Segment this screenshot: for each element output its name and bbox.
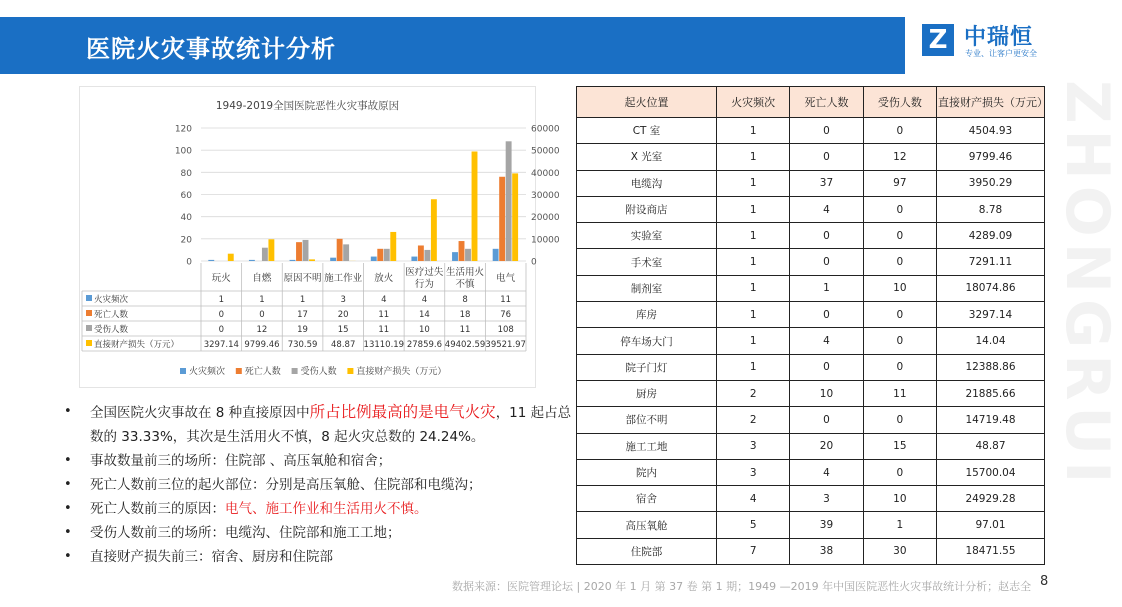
table-series-name: 受伤人数 — [94, 325, 129, 335]
table-cell: 1 — [790, 275, 863, 301]
bullet-text: 全国医院火灾事故在 8 种直接原因中 — [90, 405, 310, 421]
table-cell: 14.04 — [937, 328, 1045, 354]
table-cell: 院内 — [577, 459, 717, 485]
legend-swatch — [236, 368, 242, 374]
legend-label: 受伤人数 — [300, 367, 337, 377]
table-cell: 住院部 — [577, 538, 717, 564]
bar-1 — [208, 260, 214, 261]
table-row — [577, 275, 1045, 301]
table-row — [577, 459, 1045, 485]
bar-4 — [228, 254, 234, 261]
bullet-text: 事故数量前三的场所：住院部 、高压氧舱和宿舍； — [90, 453, 392, 469]
table-cell: 0 — [863, 302, 936, 328]
bar-1 — [493, 249, 499, 261]
table-cell: 宿舍 — [577, 486, 717, 512]
table-cell: 1 — [717, 170, 790, 196]
table-cell: 3950.29 — [937, 170, 1045, 196]
table-cell: 7291.11 — [937, 249, 1045, 275]
data-label: 3 — [340, 295, 346, 305]
bullet-text: 直接财产损失前三：宿舍、厨房和住院部 — [90, 549, 333, 565]
y-right-tick-label: 10000 — [531, 235, 560, 246]
table-row — [577, 328, 1045, 354]
table-cell: 14719.48 — [937, 407, 1045, 433]
legend-label: 死亡人数 — [244, 367, 281, 377]
data-label: 49402.59 — [444, 340, 486, 350]
table-cell: 1 — [717, 249, 790, 275]
data-label: 12 — [256, 325, 268, 335]
data-label: 8 — [462, 295, 468, 305]
table-row — [577, 380, 1045, 406]
bar-1 — [411, 257, 417, 261]
x-tick-label: 医疗过失 — [405, 267, 444, 278]
bar-2 — [337, 239, 343, 261]
bar-1 — [330, 258, 336, 261]
data-label: 0 — [218, 310, 225, 320]
bullet-text: 死亡人数前三位的起火部位：分别是高压氧舱、住院部和电缆沟； — [90, 477, 482, 493]
table-header-cell: 死亡人数 — [790, 87, 863, 118]
table-cell: 3297.14 — [937, 302, 1045, 328]
data-label: 3297.14 — [203, 340, 239, 350]
table-cell: 1 — [863, 512, 936, 538]
x-tick-label: 原因不明 — [283, 273, 322, 284]
legend-swatch — [86, 325, 92, 331]
bullet-dot-icon: • — [64, 501, 72, 516]
data-label: 1 — [259, 295, 265, 305]
data-label: 27859.6 — [406, 340, 443, 350]
data-label: 19 — [297, 325, 308, 335]
table-cell: 附设商店 — [577, 196, 717, 222]
y-right-tick-label: 40000 — [531, 168, 560, 179]
data-label: 1 — [218, 295, 225, 305]
table-cell: 12 — [863, 144, 936, 170]
table-cell: 库房 — [577, 302, 717, 328]
title-band — [0, 17, 905, 74]
y-left-tick-label: 100 — [174, 146, 192, 157]
legend-swatch — [347, 368, 353, 374]
data-label: 0 — [259, 310, 265, 320]
watermark: ZHONGRUI — [1052, 80, 1122, 490]
bullet-dot-icon: • — [64, 549, 72, 564]
legend-label: 火灾频次 — [189, 367, 226, 377]
data-label: 4 — [421, 295, 428, 305]
x-tick-label: 玩火 — [211, 273, 231, 284]
data-label: 0 — [218, 325, 225, 335]
chart-panel — [79, 86, 560, 388]
bullet-dot-icon: • — [64, 525, 72, 540]
data-table — [576, 86, 1048, 565]
header — [0, 0, 1080, 78]
table-row — [577, 196, 1045, 222]
table-cell: 9799.46 — [937, 144, 1045, 170]
table-cell: 1 — [717, 118, 790, 144]
table-cell: 0 — [790, 249, 863, 275]
table-cell: 施工工地 — [577, 433, 717, 459]
table-cell: 1 — [717, 275, 790, 301]
bullet-list — [64, 400, 584, 569]
logo — [922, 24, 1072, 60]
table-row — [577, 433, 1045, 459]
table-row — [577, 302, 1045, 328]
table-cell: 院子门灯 — [577, 354, 717, 380]
logo-mark-icon: Z — [922, 24, 954, 56]
bullet-text: 所占比例最高的是电气火灾 — [309, 403, 496, 421]
page-number: 8 — [1040, 574, 1049, 589]
table-cell: 21885.66 — [937, 380, 1045, 406]
table-row — [577, 512, 1045, 538]
table-cell: 7 — [717, 538, 790, 564]
data-label: 11 — [500, 295, 512, 305]
footer-source: 数据来源：医院管理论坛 | 2020 年 1 月 第 37 卷 第 1 期；1949 —2019 年中国医院恶性火灾事故统计分析；赵志全 — [452, 580, 1032, 593]
bar-2 — [418, 245, 424, 261]
x-tick-label: 生活用火 — [446, 267, 485, 278]
data-label: 76 — [500, 310, 512, 320]
table-cell: 20 — [790, 433, 863, 459]
table-cell: 1 — [717, 223, 790, 249]
bar-1 — [249, 260, 255, 261]
y-right-tick-label: 30000 — [531, 191, 560, 201]
table-cell: 2 — [717, 407, 790, 433]
legend-swatch — [180, 368, 186, 374]
bullet-item — [64, 449, 584, 473]
table-cell: 18471.55 — [937, 538, 1045, 564]
y-right-tick-label: 50000 — [531, 146, 560, 157]
x-tick-label: 行为 — [414, 279, 434, 290]
data-label: 48.87 — [331, 340, 356, 350]
table-cell: 0 — [790, 407, 863, 433]
bullet-text: 死亡人数前三的原因： — [90, 501, 225, 517]
x-tick-label: 自燃 — [252, 273, 272, 284]
table-header-cell: 受伤人数 — [863, 87, 936, 118]
table-cell: 0 — [863, 328, 936, 354]
table-cell: 1 — [717, 302, 790, 328]
data-label: 10 — [419, 325, 430, 335]
table-body — [577, 118, 1045, 565]
bullet-item — [64, 521, 584, 545]
table-cell: 电缆沟 — [577, 170, 717, 196]
table-cell: 制剂室 — [577, 275, 717, 301]
table-row — [577, 486, 1045, 512]
y-left-tick-label: 60 — [180, 191, 192, 201]
table-cell: 0 — [863, 459, 936, 485]
table-cell: 3 — [790, 486, 863, 512]
bar-1 — [452, 252, 458, 261]
table-cell: 0 — [790, 302, 863, 328]
bullet-text: 电气、施工作业和生活用火不慎。 — [225, 501, 428, 517]
data-label: 11 — [459, 325, 471, 335]
table-cell: 实验室 — [577, 223, 717, 249]
data-label: 15 — [337, 325, 349, 335]
bullet-item — [64, 497, 584, 521]
data-label: 730.59 — [287, 340, 318, 350]
y-right-tick-label: 60000 — [531, 124, 560, 135]
table-cell: 0 — [863, 118, 936, 144]
data-label: 4 — [381, 295, 387, 305]
bar-3 — [424, 250, 430, 261]
bar-1 — [371, 257, 377, 261]
table-cell: 1 — [717, 354, 790, 380]
y-left-tick-label: 120 — [174, 124, 192, 135]
data-label: 17 — [297, 310, 308, 320]
y-left-tick-label: 40 — [180, 213, 192, 224]
y-left-tick-label: 20 — [180, 235, 192, 246]
bar-2 — [459, 241, 465, 261]
table-cell: 0 — [863, 223, 936, 249]
table-cell: 0 — [863, 249, 936, 275]
bar-3 — [262, 248, 268, 261]
table-cell: 0 — [790, 144, 863, 170]
table-cell: 0 — [790, 118, 863, 144]
table-cell: 2 — [717, 380, 790, 406]
table-cell: 4 — [790, 459, 863, 485]
table-series-name: 死亡人数 — [94, 310, 129, 320]
table-cell: 1 — [717, 328, 790, 354]
bullet-text: ，11 起占总数的 33.33%，其次是生活用火不慎，8 起火灾总数的 24.24%。 — [90, 405, 572, 445]
legend-swatch — [86, 340, 92, 346]
table-cell: 10 — [863, 275, 936, 301]
table-cell: 12388.86 — [937, 354, 1045, 380]
bar-3 — [465, 249, 471, 261]
bar-3 — [343, 244, 349, 261]
y-left-tick-label: 0 — [186, 257, 192, 268]
bullet-dot-icon: • — [64, 404, 72, 419]
table-cell: 1 — [717, 144, 790, 170]
page-title: 医院火灾事故统计分析 — [86, 35, 336, 63]
table-cell: 39 — [790, 512, 863, 538]
table-cell: 4 — [790, 196, 863, 222]
y-right-tick-label: 0 — [531, 257, 537, 268]
table-cell: 0 — [790, 354, 863, 380]
table-cell: 高压氧舱 — [577, 512, 717, 538]
table-cell: 4289.09 — [937, 223, 1045, 249]
table-row — [577, 407, 1045, 433]
table-cell: 48.87 — [937, 433, 1045, 459]
bullet-text: 受伤人数前三的场所：电缆沟、住院部和施工工地； — [90, 525, 401, 541]
table-header-cell: 火灾频次 — [717, 87, 790, 118]
data-label: 20 — [337, 310, 349, 320]
table-cell: 0 — [863, 196, 936, 222]
table-cell: 4 — [790, 328, 863, 354]
bullet-item — [64, 400, 584, 449]
data-label: 11 — [378, 325, 390, 335]
y-right-tick-label: 20000 — [531, 213, 560, 224]
table-cell: 部位不明 — [577, 407, 717, 433]
chart — [80, 87, 560, 387]
table-cell: 4 — [717, 486, 790, 512]
data-label: 39521.97 — [485, 340, 526, 350]
data-label: 1 — [299, 295, 306, 305]
table-cell: 1 — [717, 196, 790, 222]
bar-2 — [296, 242, 302, 261]
bar-4 — [268, 239, 274, 261]
logo-name: 中瑞恒 — [964, 25, 1034, 50]
table-cell: 0 — [863, 407, 936, 433]
table-cell: 3 — [717, 433, 790, 459]
x-tick-label: 电气 — [496, 273, 516, 284]
table-cell: 97.01 — [937, 512, 1045, 538]
legend-swatch — [86, 310, 92, 316]
chart-title: 1949-2019全国医院恶性火灾事故原因 — [215, 100, 400, 112]
bullet-item — [64, 473, 584, 497]
legend-swatch — [292, 368, 298, 374]
table-cell: 24929.28 — [937, 486, 1045, 512]
data-label: 108 — [497, 325, 514, 335]
bullet-dot-icon: • — [64, 477, 72, 492]
table-cell: 10 — [790, 380, 863, 406]
data-label: 14 — [419, 310, 430, 320]
table-cell: 4504.93 — [937, 118, 1045, 144]
bullet-item — [64, 545, 584, 569]
table-cell: 37 — [790, 170, 863, 196]
table-cell: 15700.04 — [937, 459, 1045, 485]
data-label: 18 — [459, 310, 471, 320]
table-cell: 停车场大门 — [577, 328, 717, 354]
table-series-name: 火灾频次 — [94, 295, 129, 305]
table-cell: 97 — [863, 170, 936, 196]
table-row — [577, 354, 1045, 380]
data-label: 9799.46 — [244, 340, 280, 350]
bar-2 — [377, 249, 383, 261]
table-cell: 8.78 — [937, 196, 1045, 222]
bar-4 — [390, 232, 396, 261]
table-row — [577, 118, 1045, 144]
table-cell: 0 — [790, 223, 863, 249]
data-label: 11 — [378, 310, 390, 320]
bar-4 — [472, 151, 478, 261]
table-cell: CT 室 — [577, 118, 717, 144]
bar-3 — [506, 141, 512, 261]
legend-swatch — [86, 295, 92, 301]
table-cell: 0 — [863, 354, 936, 380]
table-cell: 18074.86 — [937, 275, 1045, 301]
chart-svg — [80, 87, 560, 387]
bar-4 — [309, 259, 315, 261]
table-row — [577, 249, 1045, 275]
bar-3 — [384, 249, 390, 261]
table-row — [577, 144, 1045, 170]
table-cell: 38 — [790, 538, 863, 564]
table-row — [577, 223, 1045, 249]
table-cell: X 光室 — [577, 144, 717, 170]
table-header-row — [577, 87, 1045, 118]
bullet-dot-icon: • — [64, 453, 72, 468]
bar-3 — [303, 240, 309, 261]
logo-tagline: 专业、让客户更安全 — [965, 49, 1037, 58]
table-cell: 手术室 — [577, 249, 717, 275]
y-left-tick-label: 80 — [180, 168, 192, 179]
table-cell: 厨房 — [577, 380, 717, 406]
table-cell: 11 — [863, 380, 936, 406]
bar-4 — [431, 199, 437, 261]
table-cell: 3 — [717, 459, 790, 485]
table-series-name: 直接财产损失（万元） — [94, 340, 180, 350]
table-row — [577, 538, 1045, 564]
data-label: 13110.19 — [363, 340, 405, 350]
x-tick-label: 不慎 — [455, 279, 475, 290]
table-cell: 5 — [717, 512, 790, 538]
table-cell: 15 — [863, 433, 936, 459]
table-cell: 10 — [863, 486, 936, 512]
x-tick-label: 放火 — [374, 273, 394, 284]
table-header-cell: 起火位置 — [577, 87, 717, 118]
bar-2 — [499, 177, 505, 261]
x-tick-label: 施工作业 — [324, 273, 363, 284]
table-header-cell: 直接财产损失（万元） — [937, 87, 1045, 118]
bar-1 — [290, 260, 296, 261]
legend-label: 直接财产损失（万元） — [356, 367, 447, 377]
table-cell: 30 — [863, 538, 936, 564]
table-row — [577, 170, 1045, 196]
bar-4 — [512, 173, 518, 261]
